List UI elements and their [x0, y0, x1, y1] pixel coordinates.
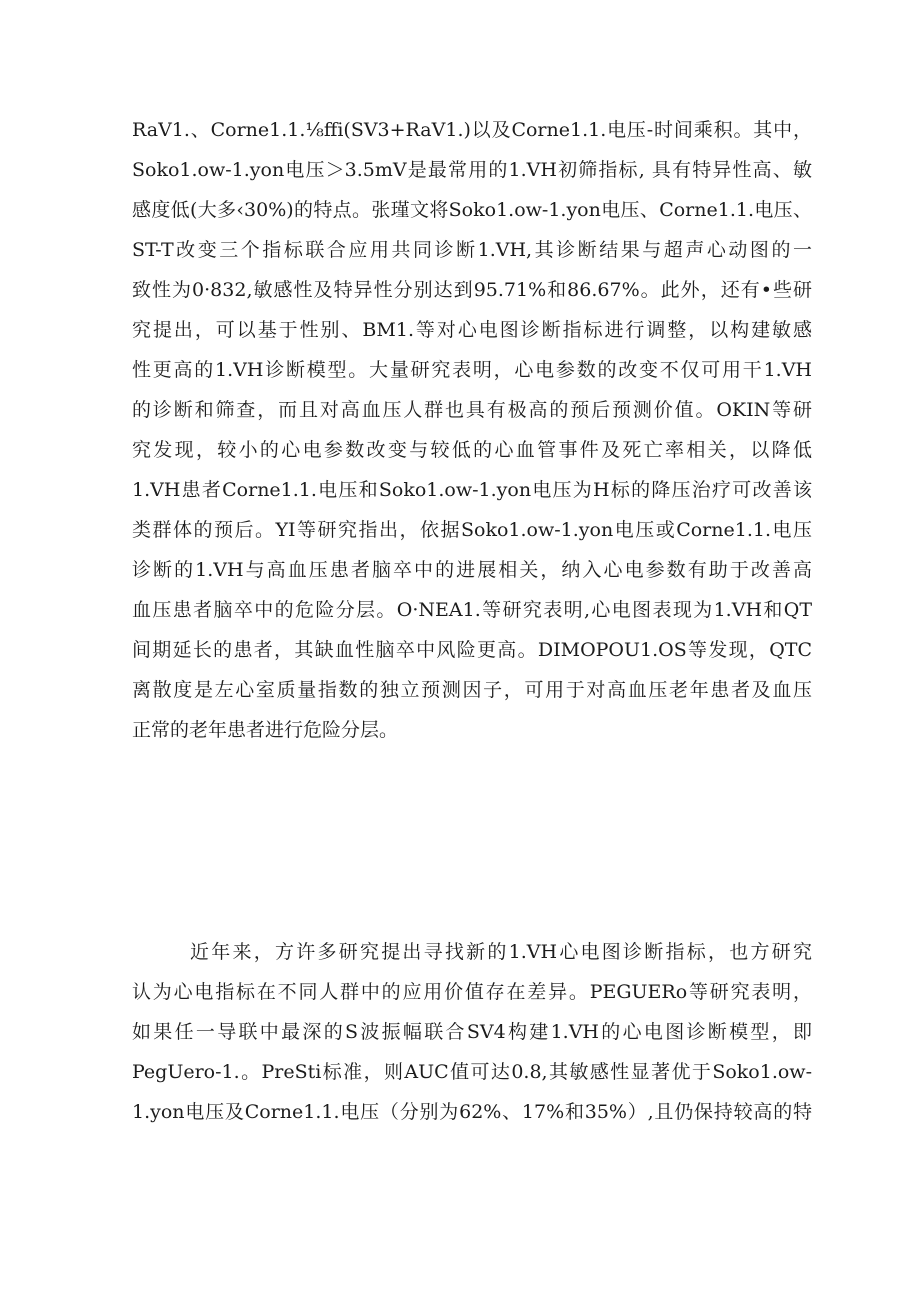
- text-line: 1.yon电压及Corne1.1.电压（分别为62%、17%和35%）,且仍保持较高的特: [132, 1101, 812, 1123]
- text-line: 究提出，可以基于性别、BM1.等对心电图诊断指标进行调整，以构建敏感: [132, 319, 812, 341]
- text-line: 血压患者脑卒中的危险分层。O·NEA1.等研究表明,心电图表现为1.VH和QT: [132, 599, 812, 621]
- text-line: Soko1.ow-1.yon电压＞3.5mV是最常用的1.VH初筛指标, 具有特异性高、敏: [132, 159, 812, 181]
- text-line: 1.VH患者Corne1.1.电压和Soko1.ow-1.yon电压为H标的降压治疗可改善该: [132, 479, 812, 501]
- text-line: 致性为0·832,敏感性及特异性分别达到95.71%和86.67%。此外，还有•些研: [132, 279, 812, 301]
- text-line: 性更高的1.VH诊断模型。大量研究表明，心电参数的改变不仅可用干1.VH: [132, 359, 812, 381]
- paragraph-1: [132, 110, 812, 750]
- text-line: 如果任一导联中最深的S波振幅联合SV4构建1.VH的心电图诊断模型，即: [132, 1021, 812, 1043]
- text-line: 正常的老年患者进行危险分层。: [132, 719, 399, 741]
- text-line: 诊断的1.VH与高血压患者脑卒中的进展相关，纳入心电参数有助于改善高: [132, 559, 812, 581]
- text-line: 类群体的预后。YI等研究指出，依据Soko1.ow-1.yon电压或Corne1.1.电压: [132, 519, 812, 541]
- text-line: 离散度是左心室质量指数的独立预测因子，可用于对高血压老年患者及血压: [132, 679, 812, 701]
- text-line: 认为心电指标在不同人群中的应用价值存在差异。PEGUERo等研究表明，: [132, 981, 812, 1003]
- text-line: PegUero-1.。PreSti标准，则AUC值可达0.8,其敏感性显著优于Soko1.ow-: [132, 1061, 812, 1083]
- text-line: RaV1.、Corne1.1.⅛ffi(SV3+RaV1.)以及Corne1.1.电压-时间乘积。其中，: [132, 119, 812, 141]
- text-line: 感度低(大多‹30%)的特点。张瑾文将Soko1.ow-1.yon电压、Corne1.1.电压、: [132, 199, 812, 221]
- text-line: 的诊断和筛查，而且对高血压人群也具有极高的预后预测价值。OKIN等研: [132, 399, 812, 421]
- text-line: 近年来，方许多研究提出寻找新的1.VH心电图诊断指标，也方研究: [190, 941, 812, 963]
- text-line: 间期延长的患者，其缺血性脑卒中风险更高。DIMOPOU1.OS等发现，QTC: [132, 639, 812, 661]
- text-line: ST-T改变三个指标联合应用共同诊断1.VH,其诊断结果与超声心动图的一: [132, 239, 812, 261]
- paragraph-2: [132, 932, 812, 1132]
- text-line: 究发现，较小的心电参数改变与较低的心血管事件及死亡率相关，以降低: [132, 439, 812, 461]
